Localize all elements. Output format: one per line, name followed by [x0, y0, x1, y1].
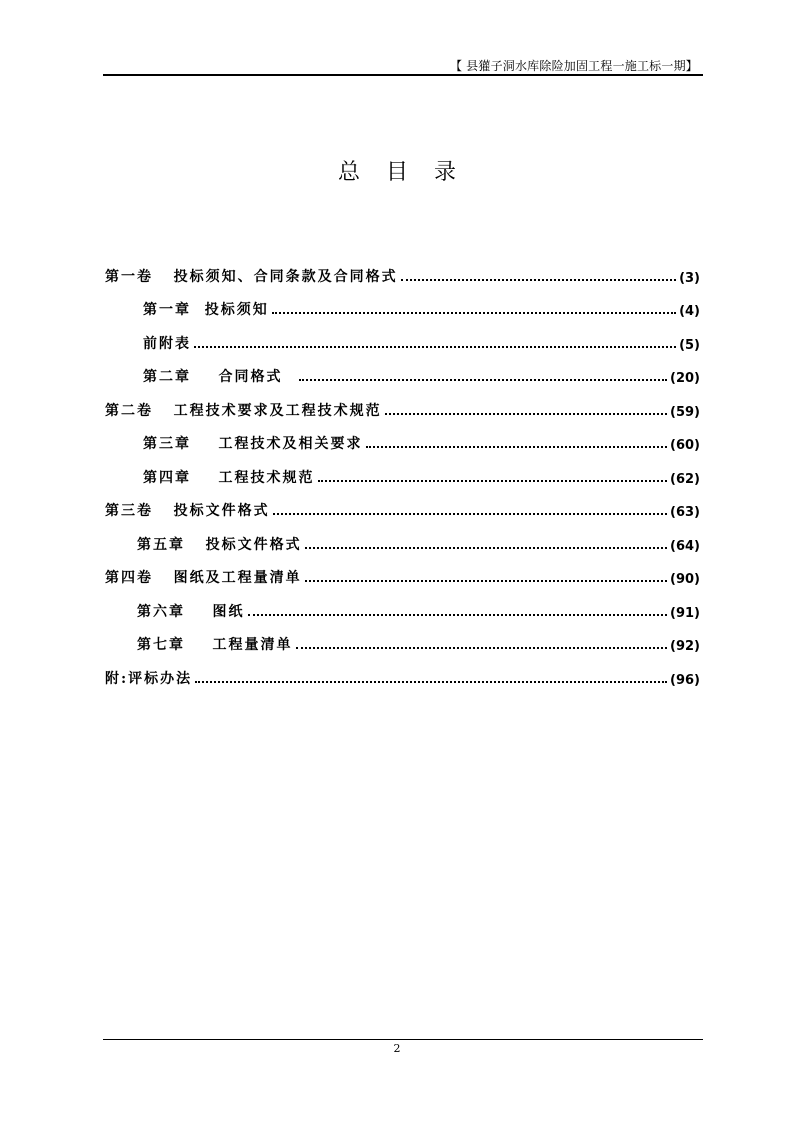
toc-dot-leader — [318, 479, 668, 482]
toc-dot-leader — [273, 512, 667, 515]
toc-entry[interactable] — [105, 587, 700, 621]
toc-dot-leader — [194, 345, 676, 348]
toc-entry[interactable] — [105, 252, 700, 286]
toc-entry-label: 第五章 投标文件格式 — [137, 536, 302, 553]
toc-entry-label: 第四章 工程技术规范 — [143, 469, 315, 486]
toc-entry-page: (60) — [670, 438, 700, 453]
toc-dot-leader — [272, 311, 676, 314]
toc-dot-leader — [299, 378, 667, 381]
toc-entry-label: 第三卷 投标文件格式 — [105, 503, 270, 519]
table-of-contents — [105, 252, 700, 688]
toc-dot-leader — [305, 546, 667, 549]
toc-entry[interactable] — [105, 386, 700, 420]
toc-entry[interactable] — [105, 353, 700, 387]
toc-entry[interactable] — [105, 487, 700, 521]
toc-dot-leader — [195, 680, 667, 683]
toc-entry-label: 第七章 工程量清单 — [137, 637, 293, 653]
toc-entry-page: (92) — [670, 639, 700, 654]
toc-entry-label: 第二章 合同格式 — [143, 369, 297, 385]
toc-dot-leader — [248, 613, 668, 616]
page-number: 2 — [393, 1042, 401, 1055]
toc-entry-page: (4) — [679, 304, 700, 319]
toc-entry[interactable] — [105, 319, 700, 353]
header-divider — [103, 74, 703, 76]
toc-entry-page: (62) — [670, 471, 700, 487]
toc-entry-label: 第六章 图纸 — [137, 603, 245, 620]
toc-entry-page: (90) — [670, 572, 700, 587]
toc-dot-leader — [305, 579, 667, 582]
toc-dot-leader — [366, 445, 668, 448]
toc-entry-page: (20) — [670, 371, 700, 386]
toc-entry[interactable] — [105, 420, 700, 454]
toc-entry-label: 第二卷 工程技术要求及工程技术规范 — [105, 402, 382, 419]
toc-entry-page: (3) — [679, 270, 700, 286]
toc-entry[interactable] — [105, 520, 700, 554]
toc-entry-label: 前附表 — [143, 335, 191, 352]
toc-dot-leader — [401, 278, 676, 281]
toc-dot-leader — [385, 412, 667, 415]
toc-entry-page: (59) — [670, 404, 700, 420]
toc-entry-page: (91) — [670, 605, 700, 621]
toc-entry-page: (5) — [679, 337, 700, 353]
toc-entry-label: 第一卷 投标须知、合同条款及合同格式 — [105, 268, 398, 285]
toc-entry-label: 第一章 投标须知 — [143, 302, 269, 318]
running-header: 【 县獾子洞水库除险加固工程一施工标一期】 — [449, 59, 698, 73]
toc-dot-leader — [296, 646, 668, 649]
toc-entry[interactable] — [105, 286, 700, 320]
toc-entry-page: (63) — [670, 505, 700, 520]
page-title: 总目录 — [337, 160, 482, 185]
footer-divider — [103, 1039, 703, 1040]
toc-entry-page: (64) — [670, 538, 700, 554]
toc-entry-label: 附:评标办法 — [105, 670, 193, 687]
toc-entry[interactable] — [105, 621, 700, 655]
toc-entry-label: 第三章 工程技术及相关要求 — [143, 436, 363, 452]
toc-entry[interactable] — [105, 554, 700, 588]
toc-entry-label: 第四卷 图纸及工程量清单 — [105, 570, 302, 586]
toc-entry[interactable] — [105, 654, 700, 688]
toc-entry-page: (96) — [670, 672, 700, 688]
toc-entry[interactable] — [105, 453, 700, 487]
